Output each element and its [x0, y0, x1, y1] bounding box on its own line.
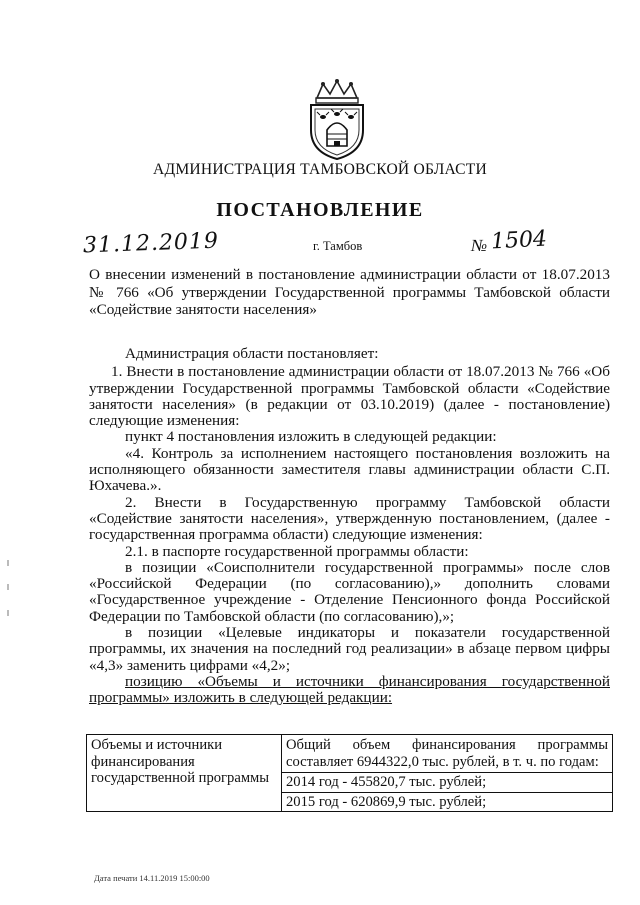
- paragraph-item-2: 2. Внести в Государственную программу Тамбовской области «Содействие занятости населения», утвержденную постановлением, (далее - государственная программа области) следующие изменения:: [89, 493, 610, 544]
- document-type-title: ПОСТАНОВЛЕНИЕ: [216, 199, 424, 221]
- paragraph-preamble: Администрация области постановляет:: [125, 345, 379, 362]
- paragraph-item-1: 1. Внести в постановление администрации области от 18.07.2013 № 766 «Об утверждении Государственной программы Тамбовской области «Содействие занятости населения» (в редакции от 03.10.2019) (далее - постановление) следующие изменения:: [89, 363, 610, 430]
- document-city: г. Тамбов: [313, 239, 363, 253]
- paragraph-indicators: в позиции «Целевые индикаторы и показатели государственной программы, их значения на последний год реализации» в абзаце первом цифры «4,3» заменить цифрами «4,2»;: [89, 624, 610, 674]
- coat-of-arms-icon: [303, 78, 371, 162]
- table-total-cell: Общий объем финансирования программы составляет 6944322,0 тыс. рублей, в т. ч. по годам:: [282, 735, 613, 773]
- passport-table: [86, 734, 613, 812]
- paragraph-item-1-instruction: пункт 4 постановления изложить в следующей редакции:: [125, 428, 497, 446]
- table-year-cell: 2014 год - 455820,7 тыс. рублей;: [282, 773, 613, 793]
- document-number: 1504: [490, 226, 548, 255]
- document-subject: О внесении изменений в постановление администрации области от 18.07.2013 № 766 «Об утверждении Государственной программы Тамбовской области «Содействие занятости населения»: [89, 266, 610, 318]
- margin-marks: [5, 560, 11, 620]
- paragraph-financing: позицию «Объемы и источники финансирования государственной программы» изложить в следующей редакции:: [89, 672, 610, 707]
- print-date: Дата печати 14.11.2019 15:00:00: [94, 873, 210, 883]
- number-sign: №: [471, 236, 488, 255]
- table-label-cell: Объемы и источники финансирования государственной программы: [87, 735, 282, 812]
- table-year-cell: 2015 год - 620869,9 тыс. рублей;: [282, 792, 613, 812]
- table-row: [87, 735, 613, 773]
- paragraph-item-1-text: «4. Контроль за исполнением настоящего постановления возложить на исполняющего обязанности заместителя главы администрации области С.П. Юхачева.».: [89, 444, 610, 495]
- document-date: 31.12.2019: [82, 228, 220, 259]
- paragraph-coexecutors: в позиции «Соисполнители государственной программы» после слов «Российской Федерации (по согласованию),» дополнить словами «Государственное учреждение - Отделение Пенсионного фонда Российской Федерации по Тамбовской области (по согласованию),»;: [89, 558, 610, 625]
- paragraph-item-2-1: 2.1. в паспорте государственной программы области:: [125, 542, 469, 560]
- organization-title: АДМИНИСТРАЦИЯ ТАМБОВСКОЙ ОБЛАСТИ: [153, 161, 487, 178]
- document-body: [89, 346, 610, 707]
